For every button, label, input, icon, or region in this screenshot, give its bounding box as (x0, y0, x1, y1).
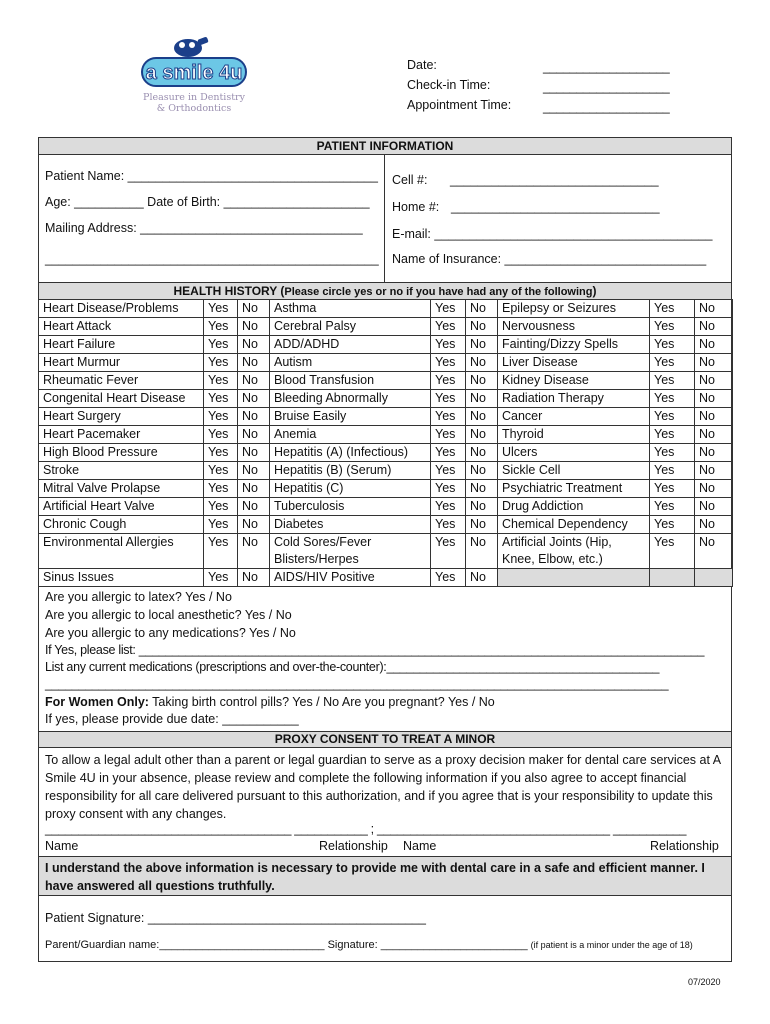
logo-tagline-1: Pleasure in Dentistry (143, 92, 245, 103)
no-option[interactable]: No (695, 516, 733, 534)
empty-cell (695, 569, 733, 587)
no-option[interactable]: No (466, 408, 498, 426)
acknowledgement-statement: I understand the above information is necessary to provide me with dental care in a safe and efficient manner. I have answered all questions truthfully. (38, 856, 732, 896)
condition-label: Sinus Issues (39, 569, 204, 587)
table-row (39, 498, 733, 516)
divider (384, 155, 385, 282)
yes-option[interactable]: Yes (431, 444, 466, 462)
no-option[interactable]: No (238, 480, 270, 498)
latex-question[interactable]: Are you allergic to latex? Yes / No (45, 590, 232, 604)
condition-label: Autism (270, 354, 431, 372)
yes-option[interactable]: Yes (204, 516, 238, 534)
no-option[interactable]: No (466, 480, 498, 498)
proxy-consent-text: To allow a legal adult other than a parent or legal guardian to serve as a proxy decision maker for dental care services at A Smile 4U in your absence, please review and complete the following information if you also agree to accept financial responsibility for all care delivered pursuant to this authorization, and if you agree that is your responsibility to update this proxy consent with any changes. (45, 753, 721, 821)
yes-option[interactable]: Yes (650, 318, 695, 336)
no-option[interactable]: No (238, 408, 270, 426)
yes-option[interactable]: Yes (650, 408, 695, 426)
yes-option[interactable]: Yes (650, 480, 695, 498)
appointment-label: Appointment Time: (407, 98, 512, 112)
table-row (39, 318, 733, 336)
no-option[interactable]: No (238, 444, 270, 462)
table-row (39, 462, 733, 480)
no-option[interactable]: No (238, 390, 270, 408)
condition-label: Anemia (270, 426, 431, 444)
no-option[interactable]: No (695, 498, 733, 516)
guardian-note: (if patient is a minor under the age of 18) (530, 940, 693, 950)
anesthetic-question[interactable]: Are you allergic to local anesthetic? Yes / No (45, 608, 292, 622)
no-option[interactable]: No (238, 498, 270, 516)
no-option[interactable]: No (238, 534, 270, 569)
condition-label: Epilepsy or Seizures (498, 300, 650, 318)
guardian-signature-field[interactable]: Parent/Guardian name:___________________________ Signature: ________________________ (if patient is a minor under the age of 18) (45, 939, 693, 951)
yes-option[interactable]: Yes (431, 534, 466, 569)
condition-label: Fainting/Dizzy Spells (498, 336, 650, 354)
women-only-question[interactable]: For Women Only: Taking birth control pills? Yes / No Are you pregnant? Yes / No (45, 695, 495, 709)
no-option[interactable]: No (466, 498, 498, 516)
condition-label: AIDS/HIV Positive (270, 569, 431, 587)
no-option[interactable]: No (695, 426, 733, 444)
condition-label: Hepatitis (A) (Infectious) (270, 444, 431, 462)
no-option[interactable]: No (238, 300, 270, 318)
current-medications-line[interactable]: _____________________________________________________________________________________________ (45, 677, 669, 691)
proxy-relationship-label-2: Relationship (650, 839, 719, 853)
table-row (39, 480, 733, 498)
no-option[interactable]: No (238, 516, 270, 534)
condition-label: Cancer (498, 408, 650, 426)
condition-label: High Blood Pressure (39, 444, 204, 462)
condition-label: Kidney Disease (498, 372, 650, 390)
proxy-name-label-1: Name (45, 839, 79, 853)
age-dob-field[interactable]: Age: __________ Date of Birth: _____________________ (45, 195, 370, 209)
condition-label: Hepatitis (C) (270, 480, 431, 498)
health-history-title: HEALTH HISTORY (Please circle yes or no if you have had any of the following) (38, 282, 732, 300)
condition-label: Rheumatic Fever (39, 372, 204, 390)
current-medications-field[interactable]: List any current medications (prescriptions and over-the-counter):_________________________________________ (45, 660, 660, 674)
condition-label: Heart Surgery (39, 408, 204, 426)
no-option[interactable]: No (695, 372, 733, 390)
yes-option[interactable]: Yes (650, 390, 695, 408)
insurance-field[interactable]: Name of Insurance: _____________________________ (392, 252, 707, 266)
patient-info-title: PATIENT INFORMATION (38, 137, 732, 155)
yes-option[interactable]: Yes (431, 390, 466, 408)
yes-option[interactable]: Yes (431, 516, 466, 534)
yes-option[interactable]: Yes (650, 336, 695, 354)
yes-option[interactable]: Yes (650, 462, 695, 480)
no-option[interactable]: No (466, 534, 498, 569)
yes-option[interactable]: Yes (650, 444, 695, 462)
practice-logo (138, 36, 250, 120)
table-row (39, 390, 733, 408)
no-option[interactable]: No (466, 462, 498, 480)
yes-option[interactable]: Yes (431, 372, 466, 390)
date-input[interactable]: ___________________ (543, 60, 670, 74)
no-option[interactable]: No (695, 444, 733, 462)
no-option[interactable]: No (695, 480, 733, 498)
no-option[interactable]: No (238, 462, 270, 480)
condition-label: Heart Murmur (39, 354, 204, 372)
date-label: Date: (407, 58, 437, 72)
no-option[interactable]: No (238, 336, 270, 354)
condition-label: Heart Failure (39, 336, 204, 354)
yes-option[interactable]: Yes (431, 480, 466, 498)
yes-option[interactable]: Yes (204, 300, 238, 318)
yes-option[interactable]: Yes (431, 300, 466, 318)
table-row (39, 336, 733, 354)
medication-allergy-question[interactable]: Are you allergic to any medications? Yes / No (45, 626, 296, 640)
no-option[interactable]: No (238, 318, 270, 336)
patient-signature-field[interactable]: Patient Signature: ________________________________________ (45, 911, 426, 925)
condition-label: Environmental Allergies (39, 534, 204, 569)
yes-option[interactable]: Yes (204, 534, 238, 569)
mailing-address-line[interactable]: ________________________________________________ (45, 252, 379, 266)
proxy-signature-line[interactable]: _____________________________________ ___________ ; ___________________________________ ___________ (45, 822, 687, 836)
table-row (39, 569, 733, 587)
no-option[interactable]: No (695, 534, 733, 569)
yes-option[interactable]: Yes (204, 336, 238, 354)
patient-name-field[interactable]: Patient Name: ____________________________________ (45, 169, 378, 183)
checkin-input[interactable]: ___________________ (543, 80, 670, 94)
yes-option[interactable]: Yes (431, 318, 466, 336)
health-history-table (38, 299, 733, 587)
no-option[interactable]: No (695, 318, 733, 336)
condition-label: Congenital Heart Disease (39, 390, 204, 408)
no-option[interactable]: No (238, 569, 270, 587)
no-option[interactable]: No (466, 390, 498, 408)
no-option[interactable]: No (695, 390, 733, 408)
yes-option[interactable]: Yes (204, 354, 238, 372)
condition-label: ADD/ADHD (270, 336, 431, 354)
yes-option[interactable]: Yes (650, 354, 695, 372)
empty-cell (650, 569, 695, 587)
yes-option[interactable]: Yes (431, 426, 466, 444)
allergy-list-field[interactable]: If Yes, please list: _____________________________________________________________________________________ (45, 643, 705, 657)
proxy-consent-title: PROXY CONSENT TO TREAT A MINOR (38, 731, 732, 748)
email-field[interactable]: E-mail: ________________________________________ (392, 227, 713, 241)
condition-label: Sickle Cell (498, 462, 650, 480)
checkin-label: Check-in Time: (407, 78, 491, 92)
condition-label: Ulcers (498, 444, 650, 462)
condition-label: Bleeding Abnormally (270, 390, 431, 408)
logo-brand: a smile 4u (145, 62, 243, 84)
yes-option[interactable]: Yes (431, 462, 466, 480)
no-option[interactable]: No (466, 372, 498, 390)
condition-label: Chronic Cough (39, 516, 204, 534)
no-option[interactable]: No (466, 354, 498, 372)
yes-option[interactable]: Yes (204, 498, 238, 516)
yes-option[interactable]: Yes (204, 408, 238, 426)
no-option[interactable]: No (695, 408, 733, 426)
yes-option[interactable]: Yes (650, 300, 695, 318)
condition-label: Artificial Heart Valve (39, 498, 204, 516)
condition-label: Stroke (39, 462, 204, 480)
yes-option[interactable]: Yes (204, 372, 238, 390)
logo-tagline-2: & Orthodontics (156, 103, 232, 114)
condition-label: Diabetes (270, 516, 431, 534)
yes-option[interactable]: Yes (204, 318, 238, 336)
condition-label: Tuberculosis (270, 498, 431, 516)
home-field[interactable]: ______________________________ (451, 200, 660, 214)
due-date-field[interactable]: If yes, please provide due date: ___________ (45, 712, 299, 726)
condition-label: Cerebral Palsy (270, 318, 431, 336)
yes-option[interactable]: Yes (650, 372, 695, 390)
yes-option[interactable]: Yes (204, 426, 238, 444)
home-label: Home #: (392, 200, 440, 214)
condition-label: Asthma (270, 300, 431, 318)
yes-option[interactable]: Yes (431, 569, 466, 587)
condition-label (498, 569, 650, 587)
condition-label: Bruise Easily (270, 408, 431, 426)
yes-option[interactable]: Yes (650, 498, 695, 516)
condition-label: Heart Pacemaker (39, 426, 204, 444)
no-option[interactable]: No (466, 300, 498, 318)
mailing-address-field[interactable]: Mailing Address: ________________________________ (45, 221, 363, 235)
yes-option[interactable]: Yes (204, 480, 238, 498)
no-option[interactable]: No (695, 354, 733, 372)
condition-label: Heart Disease/Problems (39, 300, 204, 318)
proxy-name-label-2: Name (403, 839, 437, 853)
condition-label: Blood Transfusion (270, 372, 431, 390)
condition-label: Hepatitis (B) (Serum) (270, 462, 431, 480)
table-row (39, 354, 733, 372)
yes-option[interactable]: Yes (431, 354, 466, 372)
yes-option[interactable]: Yes (204, 390, 238, 408)
no-option[interactable]: No (466, 426, 498, 444)
no-option[interactable]: No (695, 336, 733, 354)
no-option[interactable]: No (466, 444, 498, 462)
cell-field[interactable]: ______________________________ (450, 173, 659, 187)
yes-option[interactable]: Yes (431, 336, 466, 354)
yes-option[interactable]: Yes (204, 569, 238, 587)
condition-label: Heart Attack (39, 318, 204, 336)
no-option[interactable]: No (238, 372, 270, 390)
no-option[interactable]: No (238, 426, 270, 444)
yes-option[interactable]: Yes (650, 534, 695, 569)
condition-label: Nervousness (498, 318, 650, 336)
no-option[interactable]: No (466, 516, 498, 534)
yes-option[interactable]: Yes (204, 444, 238, 462)
table-row (39, 444, 733, 462)
no-option[interactable]: No (695, 462, 733, 480)
yes-option[interactable]: Yes (431, 408, 466, 426)
yes-option[interactable]: Yes (650, 516, 695, 534)
yes-option[interactable]: Yes (650, 426, 695, 444)
condition-label: Liver Disease (498, 354, 650, 372)
cell-label: Cell #: (392, 173, 428, 187)
no-option[interactable]: No (238, 354, 270, 372)
condition-label: Drug Addiction (498, 498, 650, 516)
condition-label: Artificial Joints (Hip, Knee, Elbow, etc.) (498, 534, 650, 569)
table-row (39, 516, 733, 534)
proxy-relationship-label-1: Relationship (319, 839, 388, 853)
no-option[interactable]: No (466, 569, 498, 587)
condition-label: Mitral Valve Prolapse (39, 480, 204, 498)
table-row (39, 300, 733, 318)
yes-option[interactable]: Yes (204, 462, 238, 480)
table-row (39, 534, 733, 569)
table-row (39, 372, 733, 390)
condition-label: Thyroid (498, 426, 650, 444)
no-option[interactable]: No (695, 300, 733, 318)
table-row (39, 426, 733, 444)
condition-label: Chemical Dependency (498, 516, 650, 534)
table-row (39, 408, 733, 426)
yes-option[interactable]: Yes (431, 498, 466, 516)
revision-date: 07/2020 (688, 977, 721, 987)
no-option[interactable]: No (466, 336, 498, 354)
appointment-input[interactable]: ___________________ (543, 100, 670, 114)
condition-label: Radiation Therapy (498, 390, 650, 408)
condition-label: Cold Sores/Fever Blisters/Herpes (270, 534, 431, 569)
condition-label: Psychiatric Treatment (498, 480, 650, 498)
no-option[interactable]: No (466, 318, 498, 336)
